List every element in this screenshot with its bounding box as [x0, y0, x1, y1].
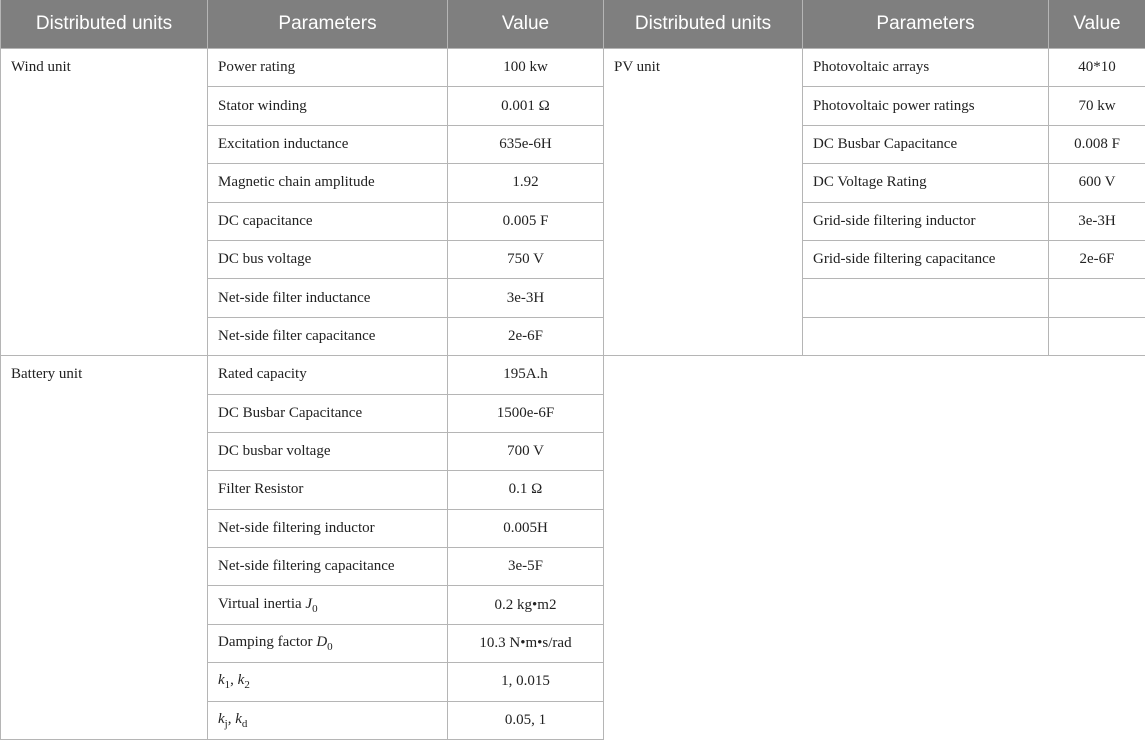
value-cell: 10.3 N•m•s/rad — [448, 624, 604, 662]
param-cell — [208, 663, 448, 701]
param-cell: Excitation inductance — [208, 125, 448, 163]
value-cell: 0.005H — [448, 509, 604, 547]
header-distributed-units: Distributed units — [1, 0, 208, 49]
header-row — [1, 0, 1145, 49]
math-symbol: D — [316, 634, 328, 651]
header-parameters: Parameters — [208, 0, 448, 49]
param-text: Virtual inertia — [218, 595, 306, 612]
param-cell: Grid-side filtering capacitance — [803, 240, 1049, 278]
param-cell: Magnetic chain amplitude — [208, 164, 448, 202]
separator: , — [227, 710, 236, 727]
math-subscript: 0 — [312, 602, 318, 615]
value-cell: 1500e-6F — [448, 394, 604, 432]
value-cell: 3e-5F — [448, 548, 604, 586]
value-cell: 2e-6F — [1049, 240, 1145, 278]
param-cell — [208, 701, 448, 739]
param-cell: Net-side filter inductance — [208, 279, 448, 317]
value-cell: 600 V — [1049, 164, 1145, 202]
param-cell: Net-side filtering inductor — [208, 509, 448, 547]
header-value: Value — [448, 0, 604, 49]
param-cell: DC Busbar Capacitance — [803, 125, 1049, 163]
value-cell: 2e-6F — [448, 317, 604, 355]
value-cell: 0.2 kg•m2 — [448, 586, 604, 624]
param-cell: Photovoltaic arrays — [803, 49, 1049, 87]
value-cell: 0.008 F — [1049, 125, 1145, 163]
param-text: Damping factor — [218, 634, 317, 651]
header-value-2: Value — [1049, 0, 1145, 49]
value-cell: 0.05, 1 — [448, 701, 604, 739]
value-cell: 0.1 Ω — [448, 471, 604, 509]
value-cell: 195A.h — [448, 356, 604, 394]
header-distributed-units-2: Distributed units — [604, 0, 803, 49]
math-subscript: d — [241, 717, 248, 730]
param-cell: Filter Resistor — [208, 471, 448, 509]
math-subscript: 1 — [224, 679, 231, 692]
param-cell: Power rating — [208, 49, 448, 87]
value-cell: 3e-3H — [1049, 202, 1145, 240]
blank-region — [604, 356, 1145, 740]
value-cell: 3e-3H — [448, 279, 604, 317]
param-cell: Photovoltaic power ratings — [803, 87, 1049, 125]
wind-unit-label: Wind unit — [1, 49, 208, 356]
param-cell-empty — [803, 317, 1049, 355]
value-cell: 70 kw — [1049, 87, 1145, 125]
param-cell: DC capacitance — [208, 202, 448, 240]
param-cell: DC bus voltage — [208, 240, 448, 278]
value-cell: 635e-6H — [448, 125, 604, 163]
value-cell: 1, 0.015 — [448, 663, 604, 701]
table-row — [1, 356, 1145, 394]
param-cell: DC busbar voltage — [208, 432, 448, 470]
value-cell: 100 kw — [448, 49, 604, 87]
param-cell: Stator winding — [208, 87, 448, 125]
value-cell: 0.001 Ω — [448, 87, 604, 125]
value-cell: 1.92 — [448, 164, 604, 202]
math-symbol: k — [235, 710, 242, 727]
param-cell: Rated capacity — [208, 356, 448, 394]
math-subscript: j — [224, 717, 228, 730]
param-cell: DC Busbar Capacitance — [208, 394, 448, 432]
param-cell: Grid-side filtering inductor — [803, 202, 1049, 240]
value-cell: 750 V — [448, 240, 604, 278]
param-cell — [208, 624, 448, 662]
pv-unit-label: PV unit — [604, 49, 803, 356]
table-row — [1, 49, 1145, 87]
value-cell: 0.005 F — [448, 202, 604, 240]
header-parameters-2: Parameters — [803, 0, 1049, 49]
value-cell: 40*10 — [1049, 49, 1145, 87]
math-symbol: k — [218, 672, 225, 689]
param-cell: Net-side filtering capacitance — [208, 548, 448, 586]
battery-unit-label: Battery unit — [1, 356, 208, 740]
value-cell-empty — [1049, 317, 1145, 355]
value-cell-empty — [1049, 279, 1145, 317]
math-symbol: k — [237, 672, 245, 689]
math-subscript: 2 — [244, 679, 250, 692]
separator: , — [230, 672, 238, 689]
math-symbol: J — [305, 595, 313, 612]
value-cell: 700 V — [448, 432, 604, 470]
math-subscript: 0 — [327, 641, 333, 654]
param-cell — [208, 586, 448, 624]
param-cell-empty — [803, 279, 1049, 317]
math-symbol: k — [218, 710, 225, 727]
param-cell: Net-side filter capacitance — [208, 317, 448, 355]
param-cell: DC Voltage Rating — [803, 164, 1049, 202]
